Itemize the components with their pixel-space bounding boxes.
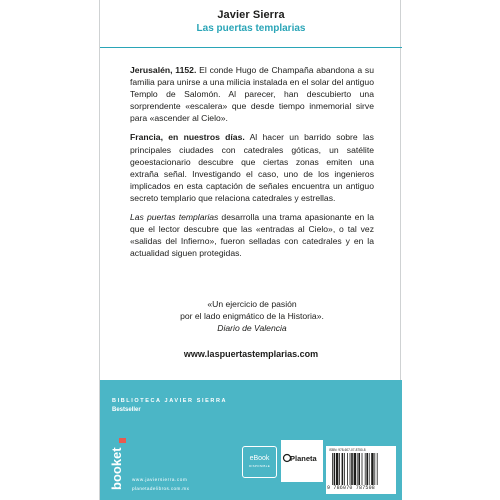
barcode-stripe — [377, 453, 378, 485]
author-website: www.javiersierra.com — [132, 477, 188, 482]
footer-band — [100, 380, 402, 500]
book-website: www.laspuertastemplarias.com — [183, 349, 319, 359]
p2-lead: Francia, en nuestros días. — [130, 132, 245, 143]
quote-line-1: «Un ejercicio de pasión — [207, 299, 297, 309]
booket-logo-text: booket — [109, 447, 124, 490]
barcode-number: 9 786070 787508 — [327, 485, 376, 491]
barcode — [332, 453, 392, 485]
series-name: Bestseller — [112, 407, 141, 413]
collection-name: BIBLIOTECA JAVIER SIERRA — [112, 398, 228, 404]
p1-lead: Jerusalén, 1152. — [130, 65, 197, 75]
barcode-stripe — [350, 453, 351, 485]
p2-text: Al hacer un barrido sobre las principales ciudades con catedrales góticas, un satélite geoestacionario descubre que ciertas zonas emiten una extraña señal. Investigando el caso, uno de los ingenieros implicados en esta captación de señales encuentra un antiguo secreto templario que relaciona catedrales y estrellas. — [130, 132, 374, 203]
barcode-stripe — [369, 453, 370, 485]
synopsis-paragraph-3 — [130, 211, 374, 259]
publisher-name: Planeta — [290, 454, 317, 463]
p3-lead: Las puertas templarias — [130, 212, 219, 223]
barcode-stripe — [342, 453, 344, 485]
barcode-area — [326, 446, 396, 494]
book-title: Las puertas templarias — [196, 23, 306, 34]
ebook-sublabel: DISPONIBLE — [248, 464, 270, 468]
barcode-stripe — [351, 453, 353, 485]
isbn-text: ISBN: 978-607-07-8750-8 — [329, 448, 366, 452]
barcode-stripe — [347, 453, 348, 485]
barcode-stripe — [339, 453, 340, 485]
synopsis-paragraph-2 — [130, 131, 374, 204]
barcode-stripe — [365, 453, 366, 485]
barcode-stripe — [357, 453, 358, 485]
synopsis-paragraph-1 — [130, 64, 374, 124]
booket-logo — [106, 436, 130, 494]
barcode-stripe — [374, 453, 375, 485]
barcode-stripe — [354, 453, 356, 485]
barcode-stripe — [371, 453, 373, 485]
planeta-logo — [281, 440, 323, 482]
ebook-label: eBook — [249, 455, 270, 462]
quote-line-2: por el lado enigmático de la Historia». — [180, 311, 324, 321]
ebook-badge — [242, 446, 277, 478]
title-divider — [100, 47, 402, 48]
barcode-stripe — [358, 453, 360, 485]
barcode-stripe — [332, 453, 333, 485]
barcode-stripe — [366, 453, 368, 485]
quote-source: Diario de Valencia — [217, 323, 287, 333]
barcode-stripe — [362, 453, 363, 485]
barcode-stripe — [336, 453, 338, 485]
book-back-cover — [99, 0, 401, 500]
synopsis — [130, 64, 374, 266]
publisher-website: planetadelibros.com.mx — [132, 486, 190, 491]
author-name: Javier Sierra — [217, 9, 285, 21]
barcode-stripe — [334, 453, 336, 485]
p1-text: El conde Hugo de Champaña abandona a su familia para unirse a una milicia instalada en el solar del antiguo Templo de Salomón. Al parecer, han descubierto una sorprendente «escalera» que desde tiempo inmemorial sirve para «ascender al Cielo». — [130, 65, 374, 124]
press-quote — [130, 298, 374, 334]
p3-text: desarrolla una trama apasionante en la que el lector descubre que las «entradas al Cielo», o tal vez «salidas del Infierno», fueron selladas con catedrales y en la actualidad siguen protegidas. — [130, 212, 374, 259]
booket-logo-mark — [119, 438, 126, 443]
barcode-stripe — [344, 453, 345, 485]
